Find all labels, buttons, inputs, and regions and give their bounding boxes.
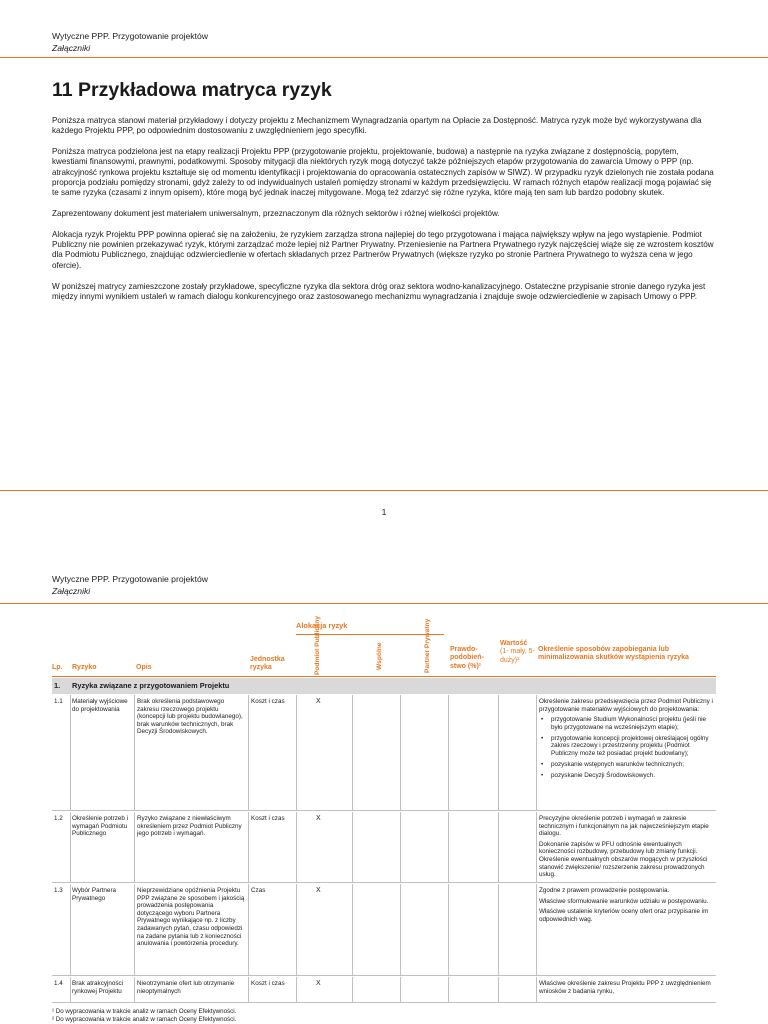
header-title: Wytyczne PPP. Przygotowanie projektów bbox=[52, 574, 208, 584]
row-number: 1.4 bbox=[54, 980, 63, 987]
mitigation-text: Właściwe ustalenie kryteriów oceny ofert oraz przypisanie im odpowiednich wag. bbox=[539, 908, 709, 923]
row-number: 1.2 bbox=[54, 815, 63, 822]
list-item: • pozyskanie wstępnych warunków technicznych; bbox=[539, 761, 715, 769]
header-rule bbox=[52, 676, 716, 677]
footer-rule bbox=[0, 490, 768, 491]
header-subtitle: Załączniki bbox=[52, 585, 91, 596]
col-header-probability: Prawdo-podobień-stwo (%)¹ bbox=[450, 646, 484, 670]
risk-description: Nieprzewidziane opóźnienia Projektu PPP związane ze sposobem i jakością prowadzenia postępowania dotyczącego wyboru Partnera Prywatnego wynikające np. z liczby zadawanych pytań, czasu odpowiedzi na zadane pytania lub z konieczności anulowania i powtórzenia procedury. bbox=[137, 887, 245, 948]
table-row bbox=[52, 695, 716, 811]
mitigation-measures bbox=[539, 698, 715, 783]
mitigation-text: Właściwe określenie zakresu Projektu PPP z uwzględnieniem wniosków z badania rynku, bbox=[539, 980, 711, 995]
col-header-lp: Lp. bbox=[52, 664, 63, 671]
section-number: 1. bbox=[54, 681, 61, 690]
col-header-description: Opis bbox=[136, 664, 152, 671]
risk-description: Ryzyko związane z niewłaściwym określeniem przez Podmiot Publiczny jego potrzeb i wymagań. bbox=[137, 815, 242, 838]
section-label: Ryzyka związane z przygotowaniem Projektu bbox=[72, 681, 230, 690]
footnotes bbox=[52, 1008, 236, 1024]
header-rule bbox=[0, 57, 768, 58]
page-title: 11 Przykładowa matryca ryzyk bbox=[52, 79, 332, 101]
allocation-mark: X bbox=[316, 698, 321, 705]
mitigation-measures bbox=[539, 887, 715, 926]
risk-name: Brak atrakcyjności rynkowej Projektu bbox=[72, 980, 124, 995]
table-row bbox=[52, 977, 716, 1003]
header-subtitle: Załączniki bbox=[52, 42, 91, 53]
mitigation-text: Dokonanie zapisów w PFU odnośnie ewentualnych konieczności rozbudowy, przebudowy lub zmiany funkcji. Określenie ewentualnych obszarów mogących w przyszłości stanowić zwiększenie/ rozszerzenie zakresu prowadzonych usług. bbox=[539, 840, 708, 879]
page-header bbox=[52, 31, 208, 54]
paragraph: Poniższa matryca podzielona jest na etapy realizacji Projektu PPP (przygotowanie projektu, projektowanie, budowa) a następnie na ryzyka związane z dostępnością, popytem, kwestiami finansowymi, prawnymi, podatkowymi. Sposoby mitygacji dla niektórych ryzyk mogą dotyczyć także późniejszych etapów przygotowania do zawarcia Umowy o PPP (np. atrakcyjność rynkowa projektu kształtuje się od momentu identyfikacji i projektowania do opracowania ostatecznych zapisów w SIWZ). W przypadku ryzyk dzielonych nie została podana proporcja podziału pomiędzy stronami, gdyż zależy to od indywidualnych ustaleń pomiędzy stronami w każdym przedsięwzięciu. W ramach różnych etapów realizacji mogą pojawiać się te same ryzyka (czasami z innym opisem), które mogą być jednak inaczej mitygowane. Mogą też zdarzyć się różne ryzyka, które mają ten sam lub bardzo podobny skutek. bbox=[52, 147, 714, 198]
paragraph: Poniższa matryca stanowi materiał przykładowy i dotyczy projektu z Mechanizmem Wynagradzania opartym na Opłacie za Dostępność. Matryca ryzyk może być wykorzystywana dla każdego Projektu PPP, po odpowiednim dostosowaniu z uwzględnieniem jego specyfiki. bbox=[52, 116, 702, 136]
paragraph: Zaprezentowany dokument jest materiałem uniwersalnym, przeznaczonym dla różnych sektorów i różnej wielkości projektów. bbox=[52, 209, 500, 219]
mitigation-measures bbox=[539, 980, 715, 998]
value-label: Wartość bbox=[500, 640, 528, 647]
risk-name: Określenie potrzeb i wymagań Podmiotu Publicznego bbox=[72, 815, 128, 838]
mitigation-measures bbox=[539, 815, 715, 882]
allocation-mark: X bbox=[316, 980, 321, 987]
risk-name: Materiały wyjściowe do projektowania bbox=[72, 698, 128, 713]
col-header-risk: Ryzyko bbox=[72, 664, 97, 671]
mitigation-text: Precyzyjne określenie potrzeb i wymagań w zakresie technicznym i funkcjonalnym na jak najwcześniejszym etapie dialogu. bbox=[539, 815, 709, 838]
allocation-mark: X bbox=[316, 887, 321, 894]
allocation-header: Alokacja ryzyk bbox=[296, 621, 348, 630]
mitigation-text: Zgodne z prawem prowadzenie postępowania. bbox=[539, 887, 670, 894]
col-header-shared: Wspólne bbox=[376, 642, 383, 670]
risk-unit: Koszt i czas bbox=[251, 980, 285, 987]
table-row bbox=[52, 812, 716, 883]
table-row bbox=[52, 884, 716, 976]
row-number: 1.3 bbox=[54, 887, 63, 894]
header-title: Wytyczne PPP. Przygotowanie projektów bbox=[52, 31, 208, 41]
row-number: 1.1 bbox=[54, 698, 63, 705]
col-header-unit: Jednostka ryzyka bbox=[250, 656, 285, 672]
risk-unit: Czas bbox=[251, 887, 266, 894]
paragraph: W poniższej matrycy zamieszczone zostały przykładowe, specyficzne ryzyka dla sektora dróg oraz sektora wodno-kanalizacyjnego. Ostateczne przypisanie stronie danego ryzyka jest między innymi wynikiem ustaleń w ramach dialogu konkurencyjnego oraz zastosowanego mechanizmu wynagradzania i znajduje swoje odzwierciedlenie w zapisach Umowy o PPP. bbox=[52, 281, 706, 301]
risk-description: Nieotrzymanie ofert lub otrzymanie nieoptymalnych bbox=[137, 980, 235, 995]
section-row bbox=[52, 678, 716, 694]
mitigation-intro: Określenie zakresu przedsięwzięcia przez Podmiot Publiczny i przygotowanie materiałów wyjściowych do projektowania: bbox=[539, 698, 713, 713]
col-header-public: Podmiot Publiczny bbox=[314, 616, 321, 675]
col-header-measures: Określenie sposobów zapobiegania lub minimalizowania skutków wystąpienia ryzyka bbox=[538, 646, 689, 662]
risk-description: Brak określenia podstawowego zakresu rzeczowego projektu (koncepcji lub projektu budowlanego), brak warunków technicznych, brak Decyzji Środowiskowych. bbox=[137, 698, 243, 736]
list-item: • przygotowanie koncepcji projektowej określającej ogólny zakres rzeczowy i przestrzenny projektu (Podmiot Publiczny może też posiadać projekt budowlany); bbox=[539, 735, 715, 758]
header-rule bbox=[0, 603, 768, 604]
list-item: • pozyskanie Decyzji Środowiskowych. bbox=[539, 772, 715, 780]
risk-unit: Koszt i czas bbox=[251, 698, 285, 705]
page-header bbox=[52, 574, 208, 597]
list-item: • przygotowanie Studium Wykonalności projektu (jeśli nie było przygotowane na wcześniejszym etapie); bbox=[539, 716, 715, 731]
footnote: ² Do wypracowania w trakcie analiz w ramach Oceny Efektywności. bbox=[52, 1016, 237, 1023]
risk-name: Wybór Partnera Prywatnego bbox=[72, 887, 117, 902]
mitigation-text: Właściwe sformułowanie warunków udziału w postępowaniu. bbox=[539, 897, 709, 905]
value-scale: (1- mały, 5- duży)² bbox=[500, 648, 535, 664]
paragraph: Alokacja ryzyk Projektu PPP powinna opierać się na założeniu, że ryzykiem zarządza strona najlepiej do tego przygotowana i mająca największy wpływ na jego wystąpienie. Podmiot Publiczny nie powinien przekazywać ryzyk, którymi zarządzać może lepiej niż Partner Prywatny. Przeniesienie na Partnera Prywatnego ryzyk najczęściej wiąże się ze wzrostem kosztów dla Podmiotu Publicznego, znajdując odzwierciedlenie w ofertach składanych przez Partnerów Prywatnych (większe ryzyko po stronie Partnera Prywatnego to wyższa cena w jego ofercie). bbox=[52, 230, 714, 270]
col-header-value bbox=[500, 640, 536, 665]
allocation-mark: X bbox=[316, 815, 321, 822]
intro-text bbox=[52, 116, 716, 313]
risk-unit: Koszt i czas bbox=[251, 815, 285, 822]
page-number: 1 bbox=[381, 507, 387, 517]
footnote: ¹ Do wypracowania w trakcie analiz w ramach Oceny Efektywności. bbox=[52, 1008, 237, 1015]
col-header-private: Partner Prywatny bbox=[424, 618, 431, 673]
